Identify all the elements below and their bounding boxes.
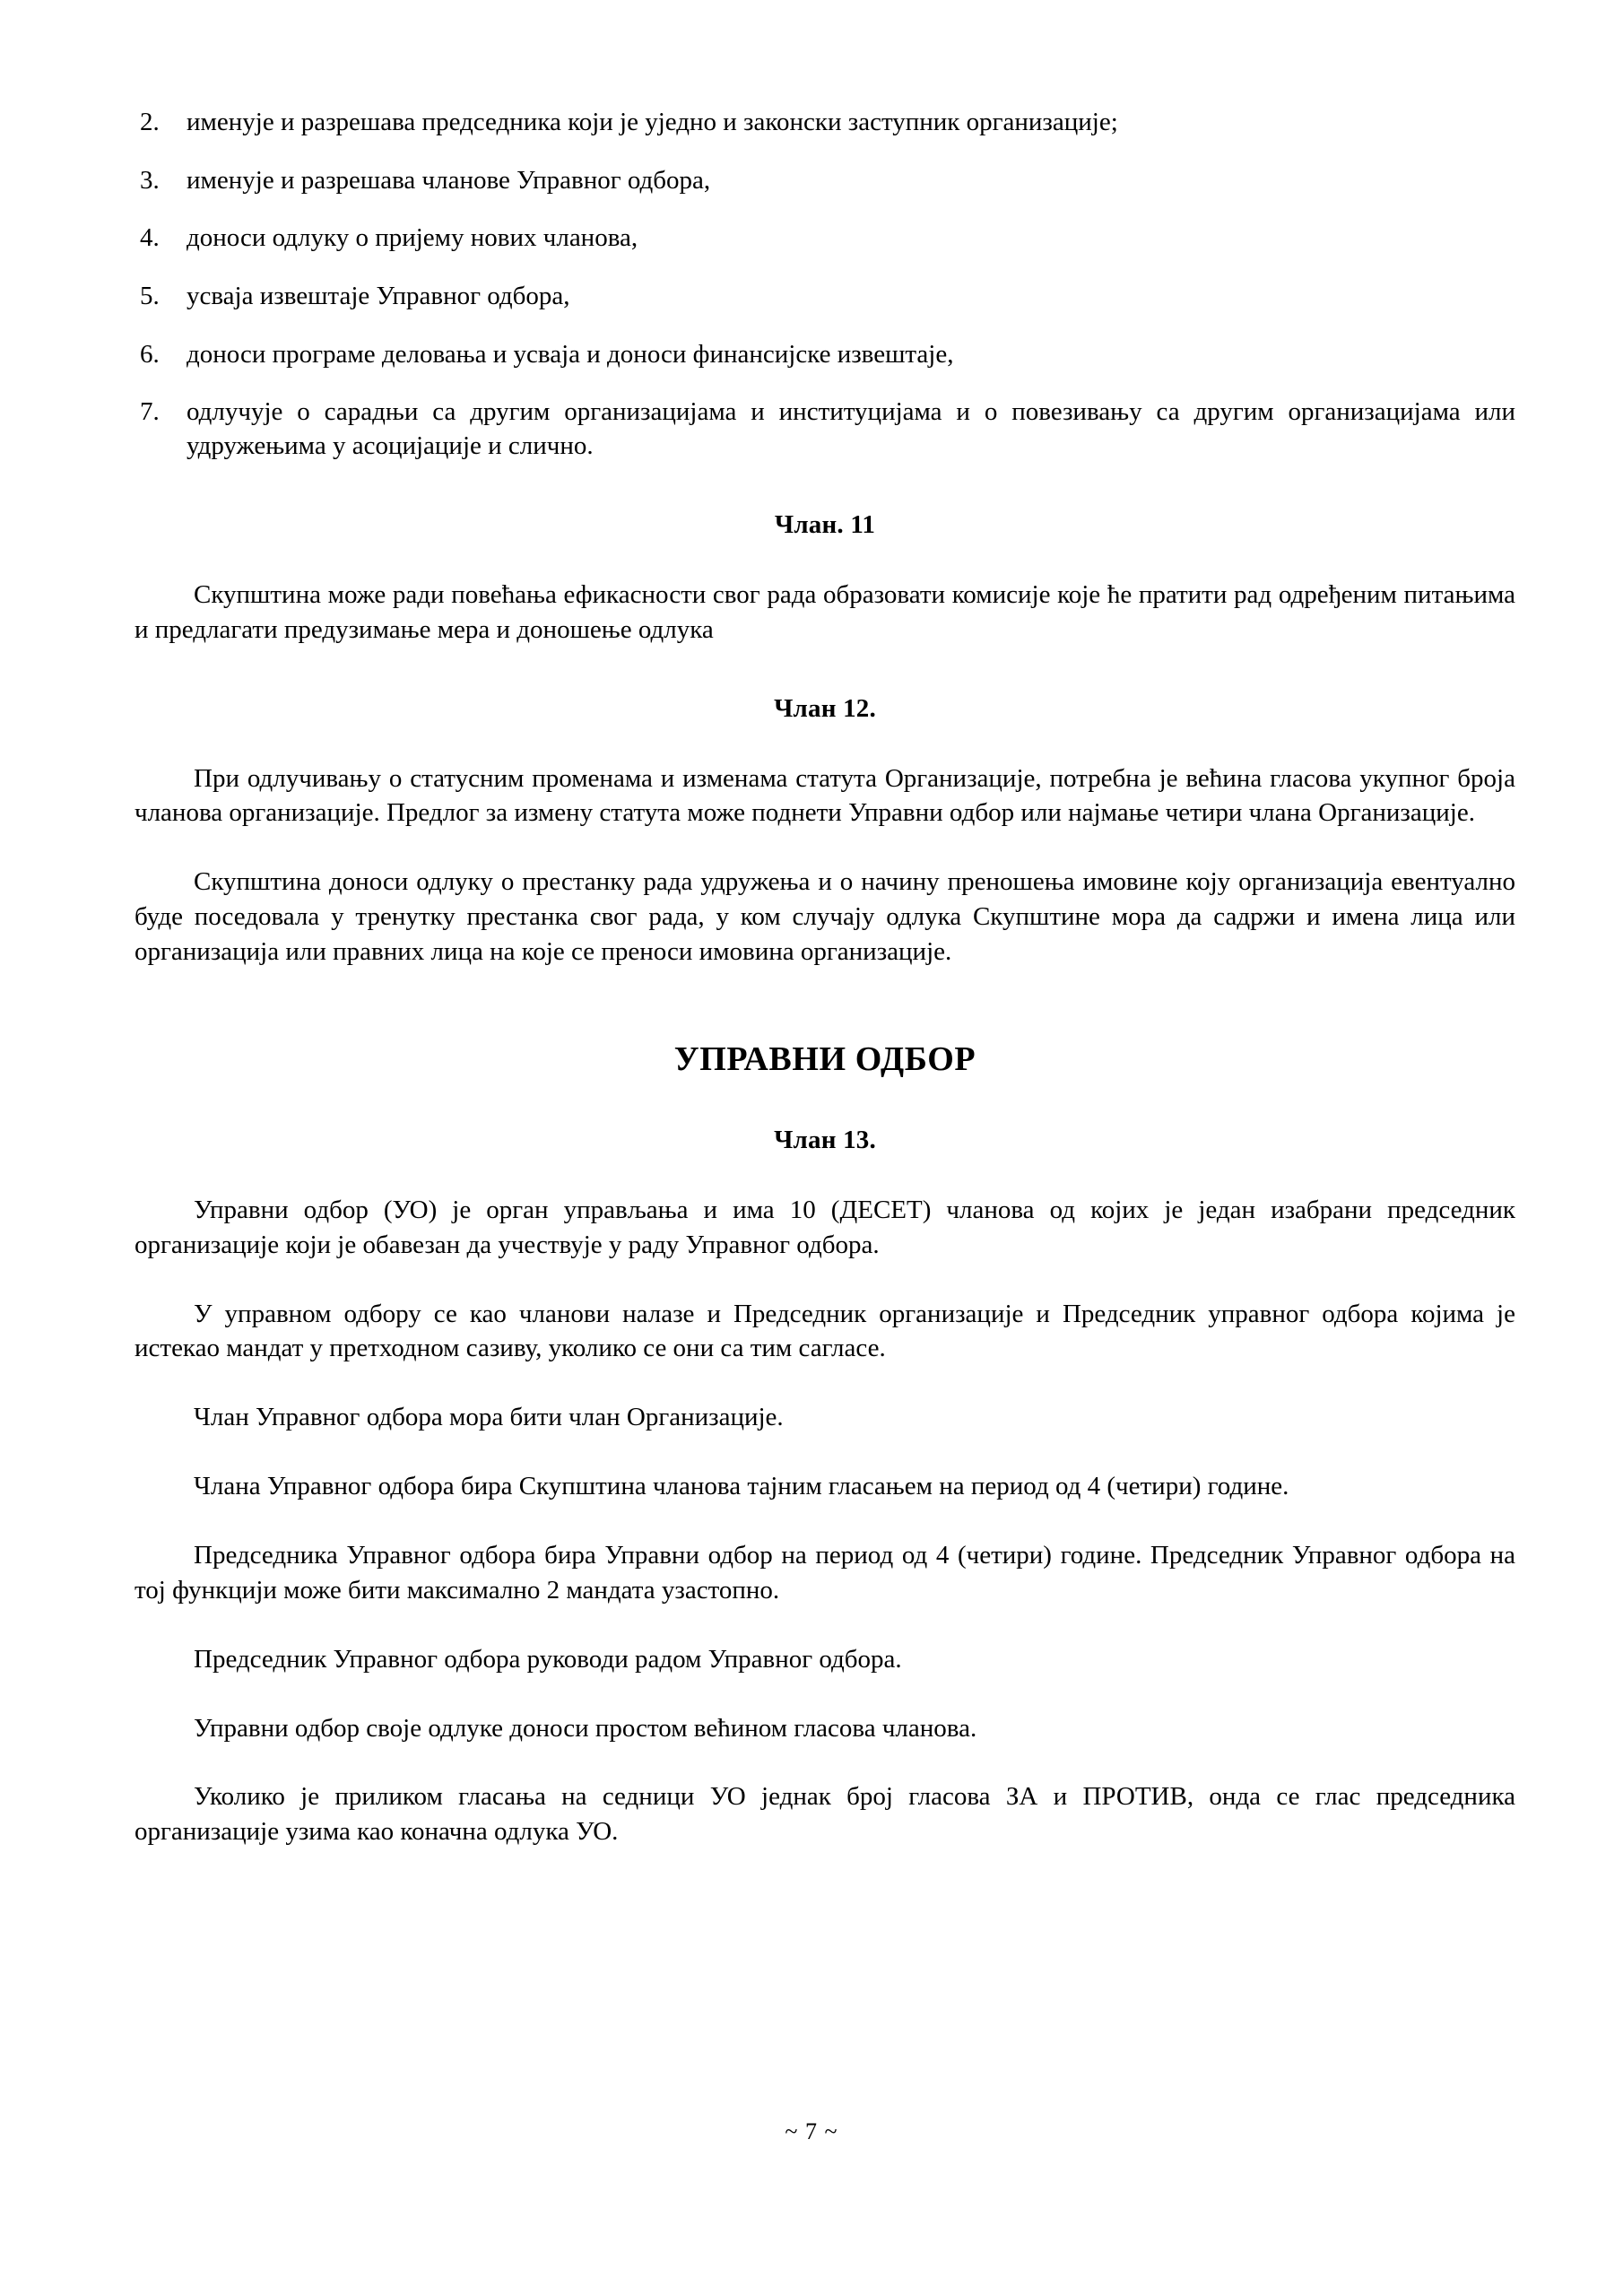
article-13-paragraph-3: Члан Управног одбора мора бити члан Организације. xyxy=(194,1403,784,1432)
article-11-heading: Члан. 11 xyxy=(774,509,876,539)
article-12-paragraph-1: При одлучивању о статусним променама и изменама статута Организације, потребна је већина гласова укупног броја чланова организације. Предлог за измену статута може поднети Управни одбор или најмање четири члана Организације. xyxy=(135,763,1515,828)
list-item-text: усваја извештаје Управног одбора, xyxy=(187,282,570,311)
list-item-text: именује и разрешава чланове Управног одбора, xyxy=(187,165,711,195)
list-item-text: доноси одлуку о пријему нових чланова, xyxy=(187,223,638,253)
list-item-marker: 4. xyxy=(140,223,160,253)
article-13-paragraph-2: У управном одбору се као чланови налазе и Председник организације и Председник управног одбора којима је истекао мандат у претходном сазиву, уколико се они са тим сагласе. xyxy=(135,1299,1515,1363)
list-item xyxy=(135,164,1515,198)
article-12-heading: Члан 12. xyxy=(774,693,876,723)
list-item-marker: 3. xyxy=(140,165,160,195)
article-11-paragraph: Скупштина може ради повећања ефикасности свог рада образовати комисије које ће пратити рад одређеним питањима и предлагати предузимање мера и доношење одлука xyxy=(135,579,1515,644)
numbered-list xyxy=(135,106,1515,464)
list-item xyxy=(135,396,1515,463)
list-item-text: одлучује о сарадњи са другим организацијама и институцијама и о повезивању са другим организацијама или удружењима у асоцијације и слично. xyxy=(187,397,1515,461)
list-item xyxy=(135,280,1515,314)
list-item xyxy=(135,338,1515,372)
list-item xyxy=(135,106,1515,140)
list-item-marker: 2. xyxy=(140,108,160,136)
list-item-marker: 7. xyxy=(140,397,160,427)
article-13-paragraph-1: Управни одбор (УО) је орган управљања и има 10 (ДЕСЕТ) чланова од којих је један изабрани председник организације који је обавезан да учествује у раду Управног одбора. xyxy=(135,1195,1515,1259)
article-13-paragraph-5: Председника Управног одбора бира Управни одбор на период од 4 (четири) године. Председник Управног одбора на тој функцији може бити максимално 2 мандата узастопно. xyxy=(135,1540,1515,1605)
list-item xyxy=(135,222,1515,256)
list-item-marker: 6. xyxy=(140,339,160,369)
list-item-marker: 5. xyxy=(140,282,160,311)
list-item-text: именује и разрешава председника који је уједно и законски заступник организације; xyxy=(187,108,1118,136)
article-13-paragraph-6: Председник Управног одбора руководи радом Управног одбора. xyxy=(194,1644,902,1674)
list-item-text: доноси програме деловања и усваја и доноси финансијске извештаје, xyxy=(187,339,954,369)
article-13-heading: Члан 13. xyxy=(774,1125,876,1154)
article-12-paragraph-2: Скупштина доноси одлуку о престанку рада удружења и о начину преношења имовине коју организација евентуално буде поседовала у тренутку престанка свог рада, у ком случају одлука Скупштине мора да садржи и имена лица или организација или правних лица на које се преноси имовина организације. xyxy=(135,867,1515,966)
article-13-paragraph-8: Уколико је приликом гласања на седници УО једнак број гласова ЗА и ПРОТИВ, онда се глас председника организације узима као коначна одлука УО. xyxy=(135,1782,1515,1847)
section-heading-upravni-odbor: УПРАВНИ ОДБОР xyxy=(673,1039,976,1078)
page-number-footer: ~ 7 ~ xyxy=(785,2118,838,2144)
page-content xyxy=(135,106,1515,1849)
article-13-paragraph-7: Управни одбор своје одлуке доноси простом већином гласова чланова. xyxy=(194,1713,977,1743)
article-13-paragraph-4: Члана Управног одбора бира Скупштина чланова тајним гласањем на период од 4 (четири) године. xyxy=(194,1472,1289,1501)
